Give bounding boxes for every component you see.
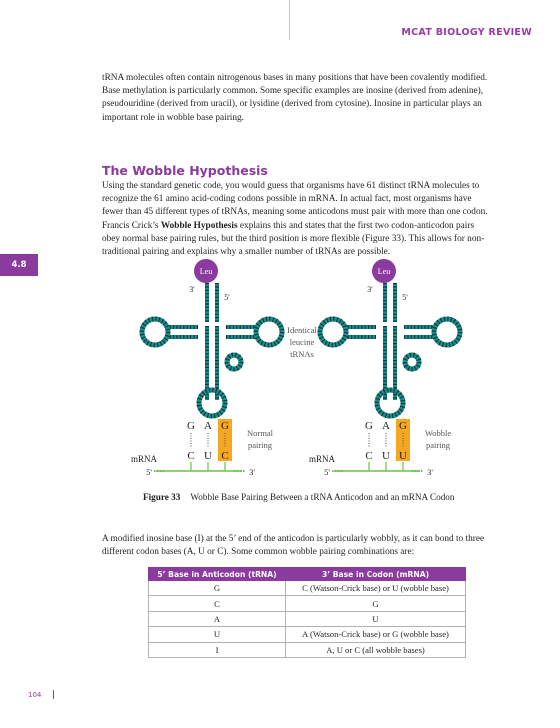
wobble-line: Using the standard genetic code, you would guess that organisms have 61 distinct tRNA molecules to [102,181,480,191]
wobble-line: Francis Crick’s Wobble Hypothesis explains this and states that the first two codon-anticodon pairs [102,220,475,231]
trna-right-codon-base: U [382,450,390,462]
page-number: 104 [28,691,42,699]
trna-right-mrna-label: mRNA [308,454,336,464]
wobble-table [148,567,466,658]
trna-left-3prime-label: 3' [189,285,195,294]
table-row [149,611,466,626]
intro-line: tRNA molecules often contain nitrogenous bases in many positions that have been covalently modified. [102,73,488,83]
trna-right-t-loop [434,319,460,345]
trna-right-pair-label: pairing [425,440,451,450]
trna-left-codon-base: C [187,450,195,462]
figure-caption [143,492,454,502]
table-cell: G [149,581,286,596]
table-row [149,642,466,657]
trna-left-mrna-3prime: 3' [249,467,255,477]
trna-right-anticodon-base: A [382,420,390,432]
table-cell: G [286,596,466,611]
table-row [149,596,466,611]
trna-left-pair-label: Normal [247,428,273,438]
trna-left-d-loop [142,319,168,345]
table-header: 5’ Base in Anticodon (tRNA) [149,568,286,581]
trna-left-codon-base: U [204,450,212,462]
middle-label: tRNAs [290,349,314,359]
section-title: The Wobble Hypothesis [102,163,268,178]
running-header: MCAT BIOLOGY REVIEW [401,27,532,38]
table-header: 3’ Base in Codon (mRNA) [286,568,466,581]
trna-right-anticodon-base: G [399,420,407,432]
trna-left-mrna-label: mRNA [130,454,158,464]
trna-right-leu-label: Leu [377,267,391,276]
table-cell: C [149,596,286,611]
trna-left-pair-label: pairing [247,440,273,450]
trna-left-anticodon-base: A [204,420,212,432]
bold-term: Wobble Hypothesis [160,220,238,231]
inosine-paragraph [102,533,518,559]
table-header-row [149,568,466,581]
wobble-line: obey normal base pairing rules, but the third position is more flexible (Figure 33). This allows for non- [102,233,485,244]
trna-left-codon-base: C [221,450,229,462]
trna-right-d-loop [320,319,346,345]
trna-right-mrna-5prime: 5' [324,467,330,477]
intro-line: Base methylation is particularly common. Some specific examples are inosine (derived from adenine), [102,86,484,97]
trna-right-anticodon-loop [377,390,403,416]
trna-right-anticodon-base: G [365,420,373,432]
middle-label: Identical [287,325,317,335]
trna-right-mrna-3prime: 3' [427,467,433,477]
trna-left-leu-label: Leu [199,267,213,276]
table-row [149,581,466,596]
trna-right-codon-base: U [399,450,407,462]
trna-left-anticodon-base: G [221,420,229,432]
table-cell: A, U or C (all wobble bases) [286,642,466,657]
figure-caption-text: Wobble Base Pairing Between a tRNA Anticodon and an mRNA Codon [190,492,455,502]
table-cell: U [149,627,286,642]
wobble-line: fewer than 45 different types of tRNAs, meaning some anticodons must pair with more than one codon. [102,207,488,218]
trna-left-mrna-5prime: 5' [146,467,152,477]
page-number-divider [53,690,54,699]
trna-right-3prime-label: 3' [367,285,373,294]
trna-left-anticodon-loop [199,390,225,416]
table-row [149,627,466,642]
inosine-line: different codon bases (A, U or C). Some common wobble pairing combinations are: [102,547,415,558]
figure-label: Figure 33 [143,492,181,502]
wobble-line: recognize the 61 amino acid-coding codons possible in mRNA. In actual fact, most organisms have [102,194,472,205]
wobble-line: traditional pairing and explains why a smaller number of tRNAs are possible. [102,247,391,258]
intro-line: important role in wobble base pairing. [102,112,244,123]
trna-right-pair-label: Wobble [424,428,452,438]
trna-right-5prime-label: 5' [402,293,408,302]
table-cell: I [149,642,286,657]
table-cell: U [286,611,466,626]
trna-left-5prime-label: 5' [224,293,230,302]
intro-line: pseudouridine (derived from uracil), or lysidine (derived from cytosine). Inosine in particular plays an [102,99,482,110]
inosine-line: A modified inosine base (I) at the 5’ end of the anticodon is particularly wobbly, as it can bond to three [102,534,485,544]
trna-right-codon-base: C [365,450,373,462]
table-cell: A [149,611,286,626]
trna-left-t-loop [256,319,282,345]
table-cell: C (Watson-Crick base) or U (wobble base) [286,581,466,596]
trna-left-anticodon-base: G [187,420,195,432]
chapter-tab: 4.8 [0,254,38,276]
table-cell: A (Watson-Crick base) or G (wobble base) [286,627,466,642]
middle-label: leucine [289,337,315,347]
